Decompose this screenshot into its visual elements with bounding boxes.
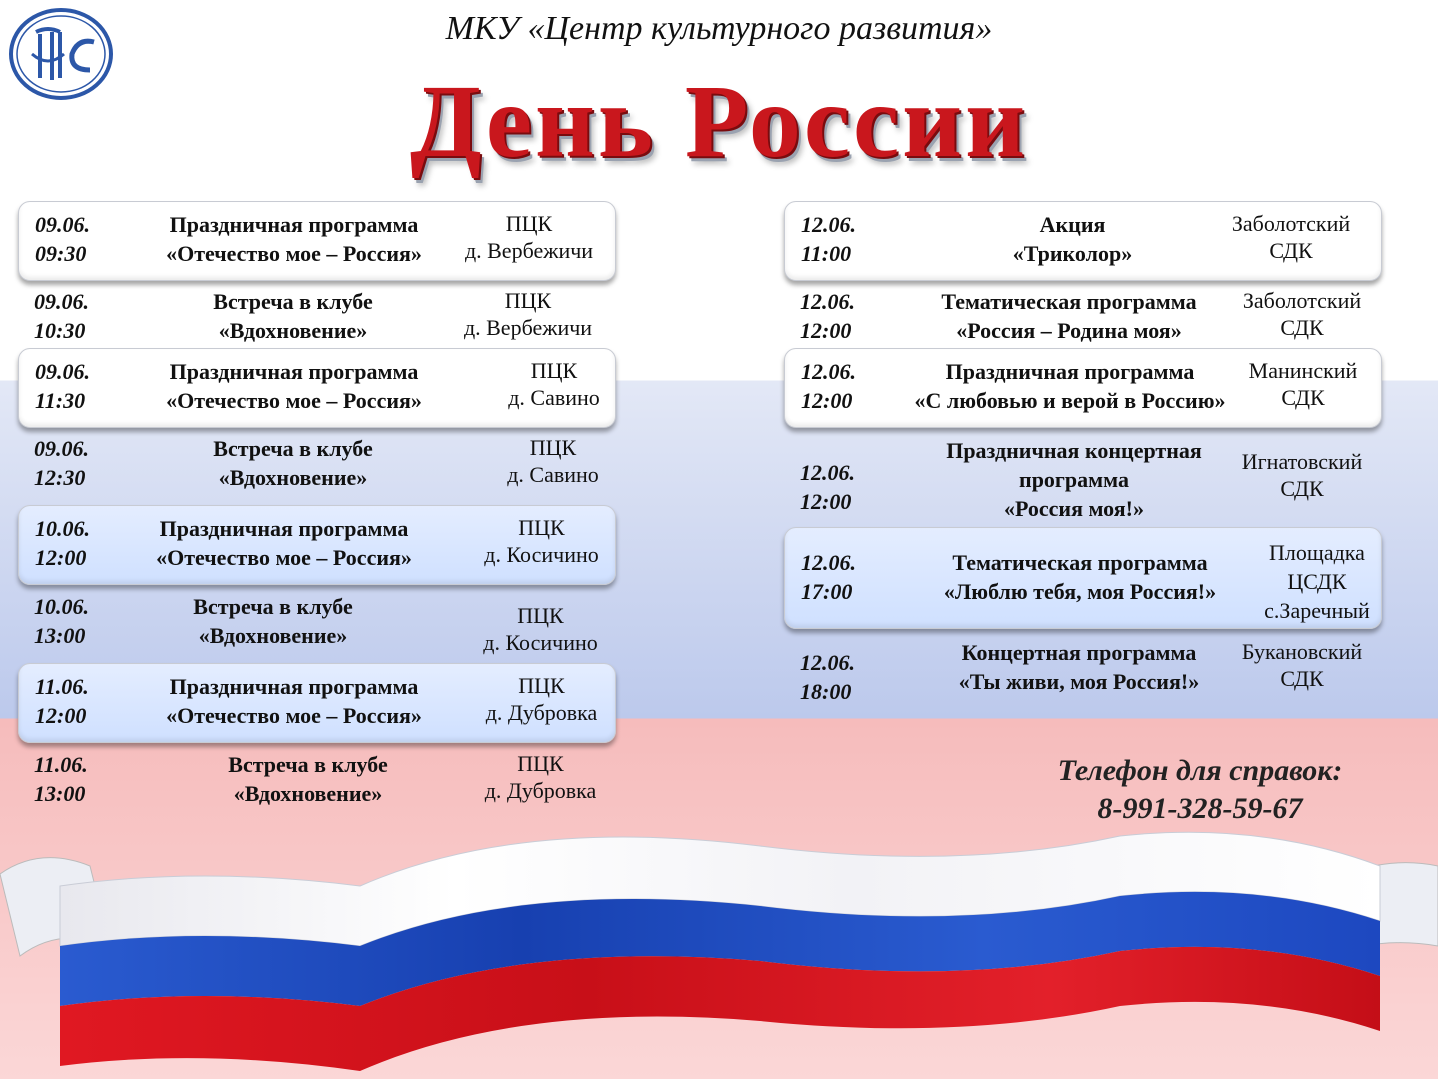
event-datetime: 12.06. 18:00 bbox=[800, 650, 855, 704]
event-item bbox=[18, 742, 614, 820]
event-place: ПЦК д. Вербежичи bbox=[464, 211, 594, 263]
event-place: ПЦК д. Косичино bbox=[483, 603, 598, 655]
event-name: Встреча в клубе «Вдохновение» bbox=[213, 436, 373, 490]
event-datetime: 09.06. 11:30 bbox=[35, 359, 90, 413]
event-place: ПЦК д. Савино bbox=[508, 358, 600, 410]
contact-label: Телефон для справок: bbox=[1057, 754, 1343, 787]
event-item bbox=[784, 348, 1382, 428]
event-place: ПЦК д. Дубровка bbox=[484, 751, 597, 803]
event-name: Встреча в клубе «Вдохновение» bbox=[228, 752, 388, 806]
page-title: День России bbox=[410, 64, 1028, 179]
event-place: Заболотский СДК bbox=[1242, 288, 1362, 340]
event-place: ПЦК д. Вербежичи bbox=[463, 288, 593, 340]
event-datetime: 09.06. 10:30 bbox=[34, 289, 89, 343]
event-item bbox=[18, 201, 616, 281]
event-datetime: 12.06. 11:00 bbox=[801, 212, 856, 266]
event-place: ПЦК д. Савино bbox=[507, 435, 599, 487]
event-datetime: 09.06. 09:30 bbox=[35, 212, 90, 266]
event-name: Праздничная программа «Отечество мое – Россия» bbox=[166, 674, 422, 728]
event-name: Тематическая программа «Россия – Родина моя» bbox=[941, 289, 1197, 343]
event-name: Праздничная программа «С любовью и верой в Россию» bbox=[914, 359, 1226, 413]
event-name: Праздничная программа «Отечество мое – Россия» bbox=[156, 516, 412, 570]
event-item bbox=[18, 505, 616, 585]
event-item bbox=[784, 527, 1382, 629]
event-item bbox=[18, 348, 616, 428]
event-datetime: 12.06. 12:00 bbox=[800, 460, 855, 514]
event-place: Игнатовский СДК bbox=[1241, 449, 1363, 501]
event-datetime: 11.06. 12:00 bbox=[35, 674, 89, 728]
event-place: ПЦК д. Дубровка bbox=[485, 673, 598, 725]
organization-name: МКУ «Центр культурного развития» bbox=[445, 10, 993, 47]
event-name: Встреча в клубе «Вдохновение» bbox=[213, 289, 373, 343]
event-datetime: 10.06. 12:00 bbox=[35, 516, 90, 570]
event-place: Заболотский СДК bbox=[1231, 211, 1351, 263]
event-item bbox=[784, 436, 1380, 524]
event-name: Праздничная программа «Отечество мое – Россия» bbox=[166, 212, 422, 266]
event-datetime: 12.06. 17:00 bbox=[801, 550, 856, 604]
contact-info bbox=[1000, 752, 1400, 828]
event-datetime: 12.06. 12:00 bbox=[800, 289, 855, 343]
event-name: Акция «Триколор» bbox=[1012, 212, 1133, 266]
event-name: Праздничная программа «Отечество мое – Россия» bbox=[166, 359, 422, 413]
event-datetime: 12.06. 12:00 bbox=[801, 359, 856, 413]
event-place: Манинский СДК bbox=[1248, 358, 1358, 410]
russian-flag-ribbon bbox=[0, 826, 1438, 1079]
event-datetime: 09.06. 12:30 bbox=[34, 436, 89, 490]
event-name: Встреча в клубе «Вдохновение» bbox=[193, 594, 353, 648]
event-item bbox=[784, 201, 1382, 281]
event-name: Тематическая программа «Люблю тебя, моя Россия!» bbox=[943, 550, 1217, 604]
event-name: Концертная программа «Ты живи, моя Россия!» bbox=[958, 640, 1200, 694]
event-name: Праздничная концертная программа «Россия моя!» bbox=[946, 438, 1202, 521]
event-place: ПЦК д. Косичино bbox=[484, 515, 599, 567]
event-item bbox=[18, 663, 616, 743]
event-datetime: 11.06. 13:00 bbox=[34, 752, 88, 806]
event-place: Площадка ЦСДК с.Заречный bbox=[1264, 540, 1370, 623]
event-place: Букановский СДК bbox=[1241, 639, 1363, 691]
event-datetime: 10.06. 13:00 bbox=[34, 594, 89, 648]
event-item bbox=[18, 584, 614, 662]
event-item bbox=[18, 426, 614, 504]
event-item bbox=[18, 279, 614, 357]
event-item bbox=[784, 638, 1380, 716]
contact-phone: 8-991-328-59-67 bbox=[1097, 792, 1303, 825]
event-item bbox=[784, 279, 1380, 357]
